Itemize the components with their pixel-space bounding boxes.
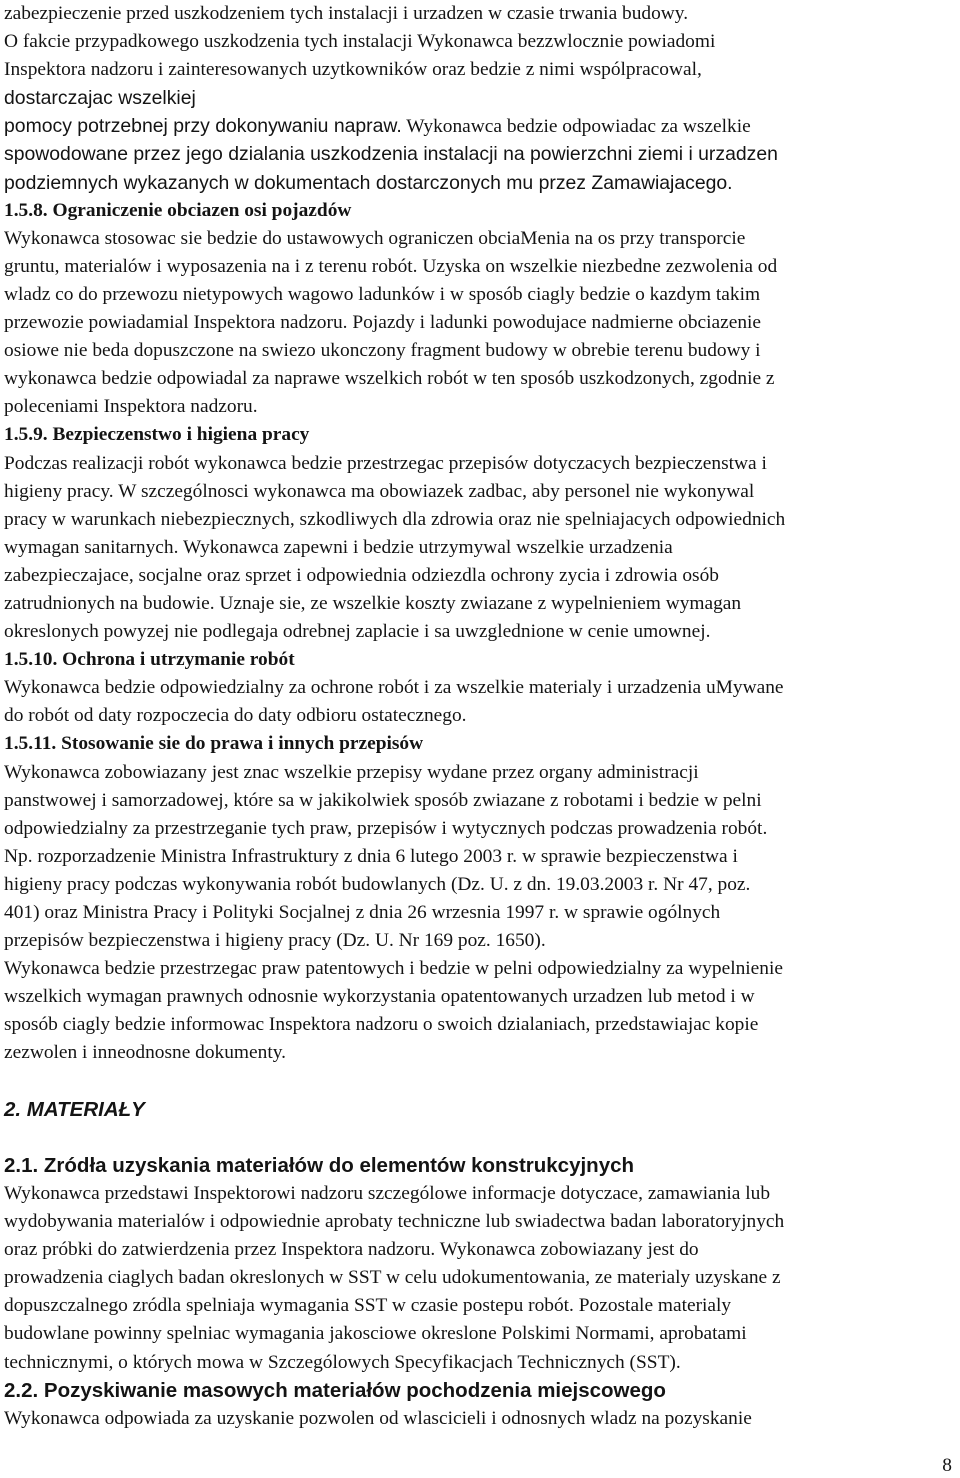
body-line: O fakcie przypadkowego uszkodzenia tych instalacji Wykonawca bezzwlocznie powiadomi (4, 31, 716, 53)
body-line: Wykonawca odpowiada za uzyskanie pozwolen od wlascicieli i odnosnych wladz na pozyskanie (4, 1407, 752, 1429)
body-line: dopuszczalnego zródla spelniaja wymagania SST w czasie postepu robót. Pozostale materialy (4, 1295, 732, 1317)
section-heading-1-5-10 (4, 646, 954, 674)
body-line: wydobywania materialów i odpowiednie aprobaty techniczne lub swiadectwa badan laboratoryjnych (4, 1211, 785, 1233)
body-line: Wykonawca zobowiazany jest znac wszelkie przepisy wydane przez organy administracji (4, 761, 699, 783)
body-line: higieny pracy. W szczególnosci wykonawca ma obowiazek zadbac, aby personel nie wykonywal (4, 480, 755, 502)
body-line: budowlane powinny spelniac wymagania jakosciowe okreslone Polskimi Normami, aprobatami (4, 1323, 747, 1345)
body-line: 401) oraz Ministra Pracy i Polityki Socjalnej z dnia 26 wrzesnia 1997 r. w sprawie ogólnych (4, 902, 721, 923)
body-line: Wykonawca przedstawi Inspektorowi nadzoru szczególowe informacje dotyczace, zamawiania lub (4, 1182, 771, 1204)
body-line: okreslonych powyzej nie podlegaja odrebnej zaplacie i sa uwzglednione w cenie umownej. (4, 621, 711, 643)
body-line: wykonawca bedzie odpowiadal za naprawe wszelkich robót w ten sposób uszkodzonych, zgodnie z (4, 368, 775, 390)
body-line: technicznymi, o których mowa w Szczególowych Specyfikacjach Technicznych (SST). (4, 1351, 681, 1373)
spacer (4, 1124, 954, 1152)
body-line: prowadzenia ciaglych badan okreslonych w SST w celu udokumentowania, ze materialy uzyskane z (4, 1267, 781, 1289)
section-number: 1.5.8. (4, 199, 48, 221)
section-number: 2.1. (4, 1153, 39, 1177)
body-line: wladz co do przewozu nietypowych wagowo ladunków i w sposób ciagly bedzie o kazdym takim (4, 283, 761, 305)
section-title: Zródła uzyskania materiałów do elementów konstrukcyjnych (38, 1153, 635, 1177)
body-line: osiowe nie beda dopuszczone na swiezo ukonczony fragment budowy w obrebie terenu budowy i (4, 340, 761, 362)
chapter-heading: 2. MATERIAŁY (4, 1097, 145, 1121)
body-line: Wykonawca bedzie odpowiedzialny za ochrone robót i za wszelkie materialy i urzadzenia uMywane (4, 677, 784, 699)
section-heading-1-5-11 (4, 730, 954, 758)
section-heading-1-5-9 (4, 421, 954, 449)
body-line: odpowiedzialny za przestrzeganie tych praw, przepisów i wytycznych podczas prowadzenia robót. (4, 817, 768, 839)
body-line: pracy w warunkach niebezpiecznych, szkodliwych dla zdrowia oraz nie spelniajacych odpowiednich (4, 508, 786, 530)
section-title: Stosowanie sie do prawa i innych przepisów (56, 733, 424, 755)
body-line: zezwolen i inneodnosne dokumenty. (4, 1042, 286, 1064)
section-number: 1.5.9. (4, 424, 48, 446)
section-title: Pozyskiwanie masowych materiałów pochodzenia miejscowego (38, 1378, 666, 1402)
body-line: Wykonawca bedzie przestrzegac praw patentowych i bedzie w pelni odpowiedzialny za wypelnienie (4, 958, 783, 980)
body-line: zatrudnionych na budowie. Uznaje sie, ze wszelkie koszty zwiazane z wypelnieniem wymagan (4, 592, 742, 614)
section-title: Ograniczenie obciazen osi pojazdów (47, 199, 352, 221)
body-line: zabezpieczajace, socjalne oraz sprzet i odpowiednia odziezdla ochrony zycia i zdrowia osób (4, 564, 719, 586)
body-line: przewozie powiadamial Inspektora nadzoru. Pojazdy i ladunki powodujace nadmierne obciazenie (4, 312, 762, 334)
body-text-serif: Wykonawca bedzie odpowiadac za wszelkie (401, 116, 751, 138)
spacer (4, 1068, 954, 1096)
body-line: higieny pracy podczas wykonywania robót budowlanych (Dz. U. z dn. 19.03.2003 r. Nr 47, poz. (4, 873, 751, 895)
body-line-mixed (4, 112, 954, 140)
body-line: wymagan sanitarnych. Wykonawca zapewni i bedzie utrzymywal wszelkie urzadzenia (4, 536, 673, 558)
body-text-sans: pomocy potrzebnej przy dokonywaniu napraw. (4, 115, 402, 138)
section-number: 2.2. (4, 1378, 39, 1402)
section-title: Bezpieczenstwo i higiena pracy (47, 424, 310, 446)
section-heading-2-1 (4, 1152, 954, 1180)
section-number: 1.5.10. (4, 649, 58, 671)
body-line: Np. rozporzadzenie Ministra Infrastruktury z dnia 6 lutego 2003 r. w sprawie bezpieczenstwa i (4, 845, 738, 867)
page-number: 8 (942, 1455, 952, 1476)
body-line: Inspektora nadzoru i zainteresowanych uzytkowników oraz bedzie z nimi wspólpracowal, (4, 59, 702, 81)
body-line: oraz próbki do zatwierdzenia przez Inspektora nadzoru. Wykonawca zobowiazany jest do (4, 1239, 699, 1261)
body-line: panstwowej i samorzadowej, które sa w jakikolwiek sposób zwiazane z robotami i bedzie w pelni (4, 789, 762, 811)
body-line: Wykonawca stosowac sie bedzie do ustawowych ograniczen obciaMenia na os przy transporcie (4, 227, 746, 249)
section-heading-2-2 (4, 1377, 954, 1405)
body-line: wszelkich wymagan prawnych odnosnie wykorzystania opatentowanych urzadzen lub metod i w (4, 986, 755, 1008)
body-line: podziemnych wykazanych w dokumentach dostarczonych mu przez Zamawiajacego. (4, 171, 733, 194)
body-line: do robót od daty rozpoczecia do daty odbioru ostatecznego. (4, 705, 467, 727)
body-line: spowodowane przez jego dzialania uszkodzenia instalacji na powierzchni ziemi i urzadzen (4, 143, 778, 166)
body-line: zabezpieczenie przed uszkodzeniem tych instalacji i urzadzen w czasie trwania budowy. (4, 3, 689, 24)
body-line: dostarczajac wszelkiej (4, 87, 196, 110)
section-heading-1-5-8 (4, 197, 954, 225)
body-line: gruntu, materialów i wyposazenia na i z terenu robót. Uzyska on wszelkie niezbedne zezwolenia od (4, 255, 778, 277)
document-page (4, 0, 954, 1433)
section-title: Ochrona i utrzymanie robót (57, 649, 295, 671)
body-line: poleceniami Inspektora nadzoru. (4, 396, 258, 418)
section-number: 1.5.11. (4, 733, 57, 755)
body-line: przepisów bezpieczenstwa i higieny pracy (Dz. U. Nr 169 poz. 1650). (4, 930, 546, 952)
body-line: sposób ciagly bedzie informowac Inspektora nadzoru o swoich dzialaniach, przedstawiajac kopie (4, 1014, 759, 1036)
body-line: Podczas realizacji robót wykonawca bedzie przestrzegac przepisów dotyczacych bezpieczenstwa i (4, 452, 767, 474)
